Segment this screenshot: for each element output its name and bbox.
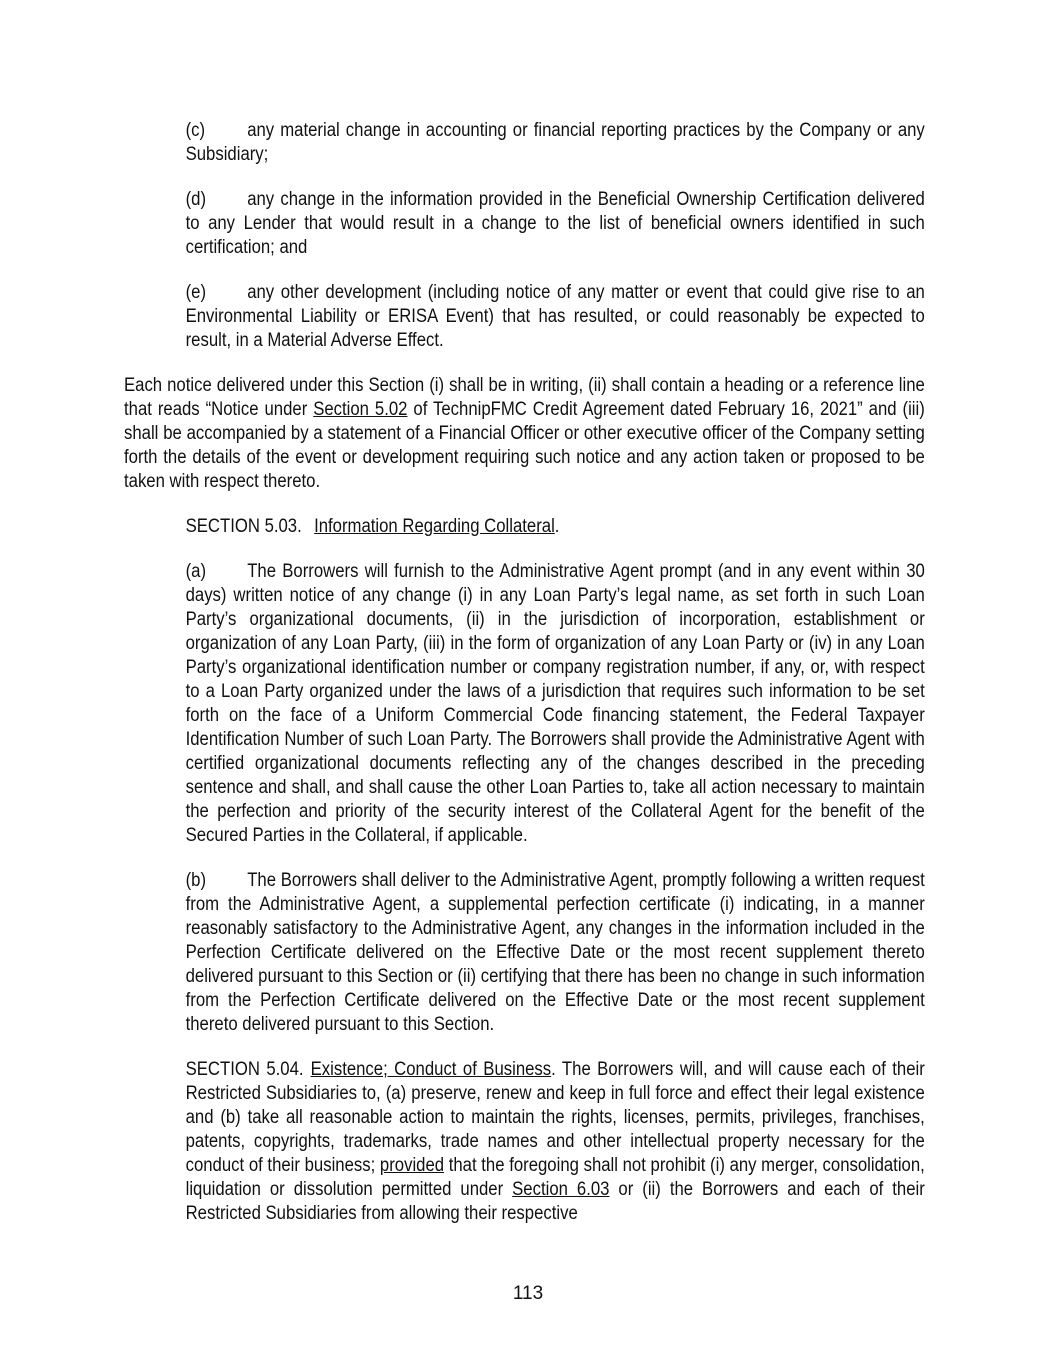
clause-d [124, 188, 925, 260]
clause-label: (c) [185, 120, 206, 141]
clause-a [124, 560, 925, 848]
section-reference: Section 5.02 [313, 399, 408, 420]
clause-text: any material change in accounting or financial reporting practices by the Company or any Subsidiary; [185, 120, 925, 165]
clause-e [124, 281, 925, 353]
section-number: SECTION 5.04. [185, 1059, 304, 1080]
page-number: 113 [512, 1283, 544, 1304]
clause-label: (a) [185, 561, 207, 582]
section-5-04 [124, 1058, 925, 1226]
clause-text: The Borrowers shall deliver to the Administrative Agent, promptly following a written request from the Administrative Agent, a supplemental perfection certificate (i) indicating, in a manner reasonably satisfactory to the Administrative Agent, any changes in the information included in the Perfection Certificate delivered on the Effective Date or the most recent supplement thereto delivered pursuant to this Section or (ii) certifying that there has been no change in such information from the Perfection Certificate delivered on the Effective Date or the most recent supplement thereto delivered pursuant to this Section. [185, 870, 925, 1035]
section-title: Information Regarding Collateral [314, 516, 555, 537]
clause-text: any other development (including notice of any matter or event that could give rise to an Environmental Liability or ERISA Event) that has resulted, or could reasonably be expected to result, in a Material Adverse Effect. [185, 282, 925, 351]
text: that the foregoing shall not prohibit (i) any merger, consolidation, liquidation or dissolution permitted under [185, 1155, 925, 1200]
provided-term: provided [379, 1155, 445, 1176]
clause-text: The Borrowers will furnish to the Administrative Agent prompt (and in any event within 30 days) written notice of any change (i) in any Loan Party’s legal name, as set forth in such Loan Party’s organizational documents, (ii) in the jurisdiction of incorporation, establishment or organization of any Loan Party, (iii) in the form of organization of any Loan Party or (iv) in any Loan Party’s organizational identification number or company registration number, if any, or, with respect to a Loan Party organized under the laws of a jurisdiction that requires such information to be set forth on the face of a Uniform Commercial Code financing statement, the Federal Taxpayer Identification Number of such Loan Party. The Borrowers shall provide the Administrative Agent with certified organizational documents reflecting any of the changes described in the preceding sentence and shall, and shall cause the other Loan Parties to, take all action necessary to maintain the perfection and priority of the security interest of the Collateral Agent for the benefit of the Secured Parties in the Collateral, if applicable. [185, 561, 925, 846]
text: of TechnipFMC Credit Agreement dated February 16, 2021” and (iii) shall be accompanied by a statement of a Financial Officer or other executive officer of the Company setting forth the details of the event or development requiring such notice and any action taken or proposed to be taken with respect thereto. [124, 399, 925, 492]
notice-paragraph [124, 374, 925, 494]
section-5-03-heading [124, 515, 925, 539]
clause-b [124, 869, 925, 1037]
section-reference: Section 6.03 [512, 1179, 610, 1200]
clause-label: (e) [185, 282, 207, 303]
clause-label: (d) [185, 189, 207, 210]
clause-text: any change in the information provided in the Beneficial Ownership Certification delivered to any Lender that would result in a change to the list of beneficial owners identified in such certification; and [185, 189, 925, 258]
document-page [124, 119, 925, 1247]
text: . [554, 516, 560, 537]
text: Each notice delivered under this Section (i) shall be in writing, (ii) shall contain a heading or a reference line that reads “Notice under [124, 375, 925, 420]
clause-label: (b) [185, 870, 207, 891]
text: or (ii) the Borrowers and each of their Restricted Subsidiaries from allowing their respective [185, 1179, 925, 1224]
section-number: SECTION 5.03. [185, 516, 302, 537]
section-title: Existence; Conduct of Business [310, 1059, 552, 1080]
clause-c [124, 119, 925, 167]
text: . The Borrowers will, and will cause each of their Restricted Subsidiaries to, (a) preserve, renew and keep in full force and effect their legal existence and (b) take all reasonable action to maintain the rights, licenses, permits, privileges, franchises, patents, copyrights, trademarks, trade names and other intellectual property necessary for the conduct of their business; [185, 1059, 925, 1176]
